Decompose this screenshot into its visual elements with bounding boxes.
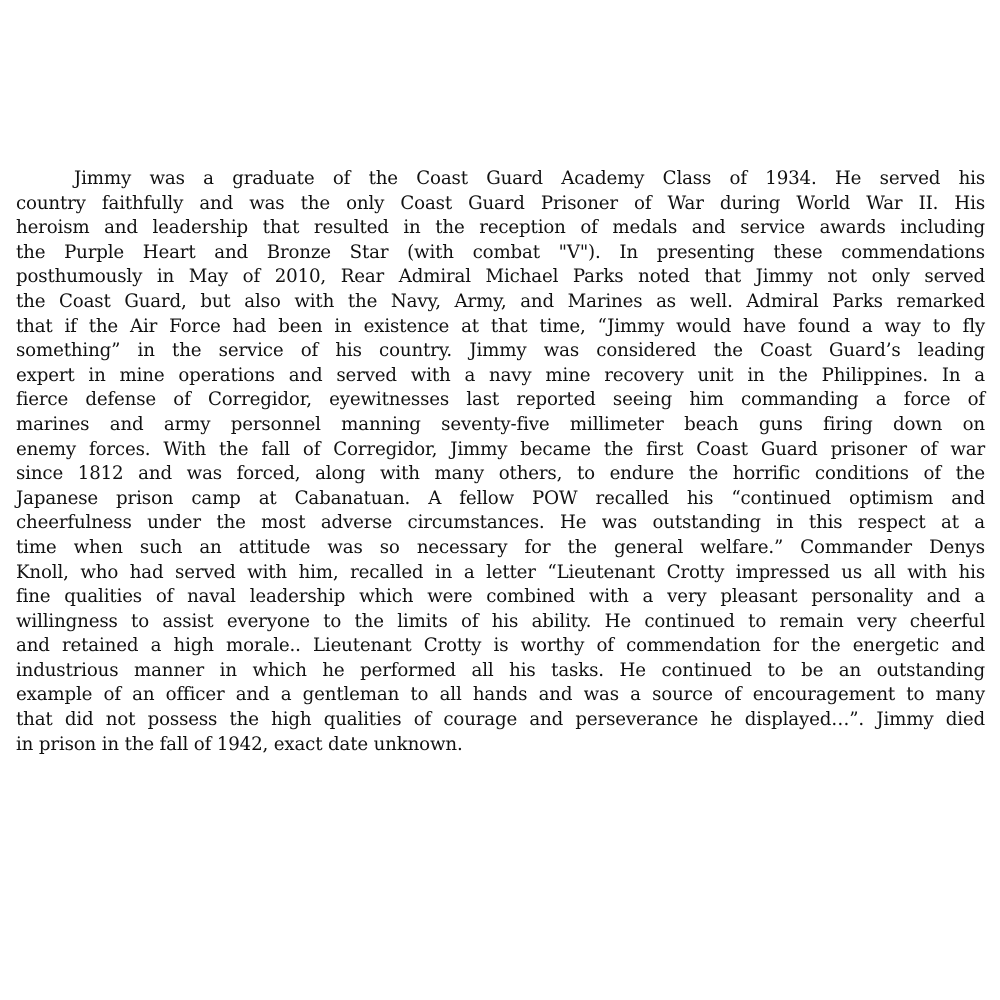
text-line: willingness to assist everyone to the limits of his ability. He continued to remain very cheerful <box>16 610 985 632</box>
text-line: fine qualities of naval leadership which were combined with a very pleasant personality and a <box>16 586 985 608</box>
text-line: that if the Air Force had been in existence at that time, “Jimmy would have found a way to fly <box>16 315 985 337</box>
text-line: something” in the service of his country. Jimmy was considered the Coast Guard’s leading <box>16 340 985 362</box>
text-line: marines and army personnel manning seventy-five millimeter beach guns firing down on <box>16 413 985 435</box>
text-line: example of an officer and a gentleman to all hands and was a source of encouragement to many <box>16 684 985 706</box>
text-line: time when such an attitude was so necessary for the general welfare.” Commander Denys <box>16 536 985 558</box>
text-line: country faithfully and was the only Coast Guard Prisoner of War during World War II. His <box>16 192 985 214</box>
text-line: Japanese prison camp at Cabanatuan. A fellow POW recalled his “continued optimism and <box>16 487 985 509</box>
text-line: Jimmy was a graduate of the Coast Guard Academy Class of 1934. He served his <box>74 168 985 189</box>
text-line: since 1812 and was forced, along with many others, to endure the horrific conditions of the <box>16 463 985 485</box>
paragraph <box>16 167 985 757</box>
text-line: Knoll, who had served with him, recalled in a letter “Lieutenant Crotty impressed us all with his <box>16 561 985 583</box>
text-line: cheerfulness under the most adverse circumstances. He was outstanding in this respect at a <box>16 512 985 534</box>
text-line: and retained a high morale.. Lieutenant Crotty is worthy of commendation for the energetic and <box>16 635 985 657</box>
text-line: heroism and leadership that resulted in the reception of medals and service awards including <box>16 217 985 239</box>
text-line: fierce defense of Corregidor, eyewitnesses last reported seeing him commanding a force of <box>16 389 985 411</box>
text-line: that did not possess the high qualities of courage and perseverance he displayed…”. Jimmy died <box>16 709 985 731</box>
text-line: the Purple Heart and Bronze Star (with combat "V"). In presenting these commendations <box>16 241 985 263</box>
text-line: enemy forces. With the fall of Corregidor, Jimmy became the first Coast Guard prisoner of war <box>16 438 985 460</box>
text-line: in prison in the fall of 1942, exact date unknown. <box>16 733 463 755</box>
text-line: the Coast Guard, but also with the Navy, Army, and Marines as well. Admiral Parks remarked <box>16 290 985 312</box>
text-line: expert in mine operations and served with a navy mine recovery unit in the Philippines. In a <box>16 364 985 386</box>
text-line: industrious manner in which he performed all his tasks. He continued to be an outstanding <box>16 659 985 681</box>
text-line: posthumously in May of 2010, Rear Admiral Michael Parks noted that Jimmy not only served <box>16 266 985 288</box>
